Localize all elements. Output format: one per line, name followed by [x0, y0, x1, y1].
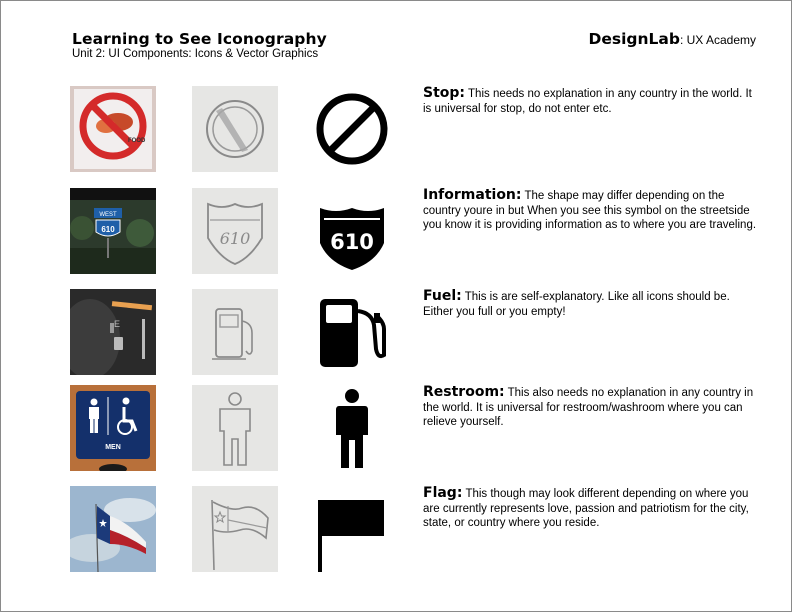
- fuel-photo: [70, 289, 156, 375]
- stop-sketch: [192, 86, 278, 172]
- page-title: Learning to See Iconography: [72, 30, 327, 48]
- restroom-description: Restroom: This also needs no explanation in any country in the world. It is universal for restroom/washroom where you can relieve yourself.: [423, 384, 754, 428]
- information-sketch-number: 610: [219, 229, 251, 248]
- brand-header: [588, 30, 756, 48]
- flag-sketch: [192, 486, 278, 572]
- icon-row-restroom: [0, 385, 792, 475]
- fuel-description: Fuel: This is are self-explanatory. Like all icons should be. Either you full or you empty!: [423, 288, 730, 318]
- fuel-heading: Fuel: [423, 288, 457, 304]
- icon-row-stop: [0, 86, 792, 176]
- information-text: The shape may differ depending on the country youre in but When you see this symbol on the streetside you know it is providing information as to where you are traveling.: [423, 190, 757, 231]
- stop-text: This needs no explanation in any country in the world. It is universal for stop, do not enter etc.: [423, 88, 752, 115]
- page-subtitle: Unit 2: UI Components: Icons & Vector Graphics: [72, 48, 319, 60]
- information-photo-top: WEST: [99, 212, 117, 218]
- brand-suffix: : UX Academy: [679, 33, 756, 47]
- fuel-photo-label: E: [114, 319, 121, 329]
- flag-description: Flag: This though may look different depending on where you are currently represents love, passion and patriotism for the city, state, or country where you reside.: [423, 485, 749, 529]
- stop-photo: [70, 86, 156, 172]
- icon-row-fuel: [0, 289, 792, 379]
- fuel-sketch: [192, 289, 278, 375]
- information-sketch: [192, 188, 278, 274]
- stop-heading: Stop: [423, 85, 460, 101]
- restroom-sketch: [192, 385, 278, 471]
- icon-row-information: [0, 188, 792, 278]
- stop-sign-icon: [312, 86, 392, 172]
- restroom-photo: [70, 385, 156, 471]
- information-photo: [70, 188, 156, 274]
- icon-row-flag: [0, 486, 792, 576]
- stop-description: Stop: This needs no explanation in any country in the world. It is universal for stop, do not enter etc.: [423, 85, 752, 115]
- flag-text: This though may look different depending on where you are currently represents love, passion and patriotism for the city, state, or country where you reside.: [423, 488, 749, 529]
- information-icon-number: 610: [330, 230, 374, 254]
- restroom-text: This also needs no explanation in any country in the world. It is universal for restroom/washroom where you can relieve yourself.: [423, 387, 754, 428]
- information-heading: Information: [423, 187, 516, 203]
- restroom-photo-label: MEN: [105, 444, 121, 451]
- fuel-pump-icon: [312, 289, 392, 375]
- information-description: Information: The shape may differ depending on the country youre in but When you see this symbol on the streetside you know it is providing information as to where you are traveling.: [423, 187, 757, 231]
- fuel-text: This is are self-explanatory. Like all icons should be. Either you full or you empty!: [423, 291, 730, 318]
- flag-photo: [70, 486, 156, 572]
- flag-icon: [312, 486, 392, 572]
- flag-heading: Flag: [423, 485, 457, 501]
- brand-name: DesignLab: [588, 30, 680, 48]
- restroom-heading: Restroom: [423, 384, 500, 400]
- information-photo-number: 610: [101, 225, 115, 234]
- interstate-shield-icon: [312, 188, 392, 274]
- person-icon: [312, 385, 392, 471]
- stop-photo-label: FOOD: [128, 138, 146, 144]
